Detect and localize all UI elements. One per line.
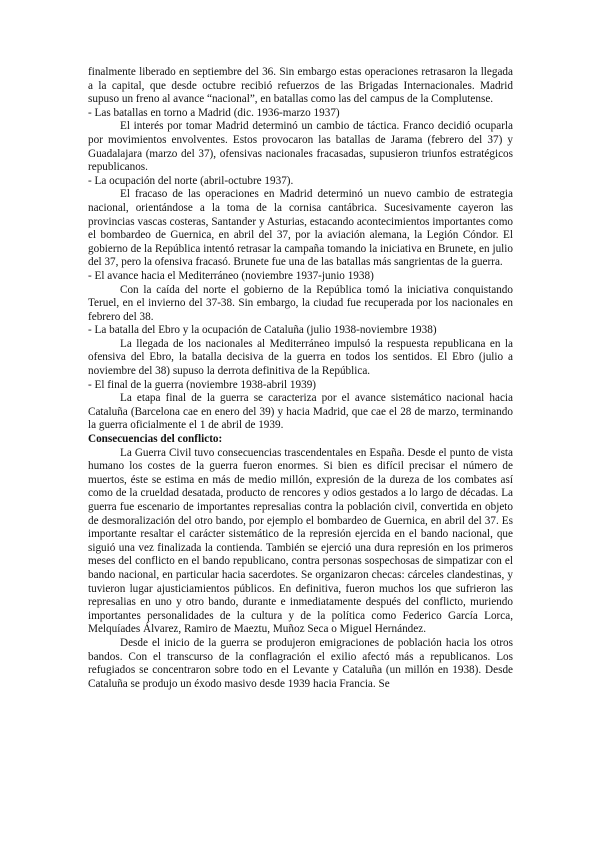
section-item-battles-madrid: - Las batallas en torno a Madrid (dic. 1936-marzo 1937) (88, 106, 340, 119)
paragraph-madrid-liberation: finalmente liberado en septiembre del 36. Sin embargo estas operaciones retrasaron la llegada a la capital, que desde octubre recibió refuerzos de las Brigadas Internacionales. Madrid supuso un freno al avance “nacional”, en batallas como las del campus de la Complutense. (88, 66, 513, 106)
section-item-war-end: - El final de la guerra (noviembre 1938-abril 1939) (88, 378, 317, 391)
heading-consequences: Consecuencias del conflicto: (88, 433, 223, 446)
paragraph-war-end: La etapa final de la guerra se caracteriza por el avance sistemático nacional hacia Cataluña (Barcelona cae en enero del 39) y hacia Madrid, que cae el 28 de marzo, terminando la guerra oficialmente el 1 de abril de 1939. (88, 392, 513, 432)
section-item-ebro-catalonia: - La batalla del Ebro y la ocupación de Cataluña (julio 1938-noviembre 1938) (88, 324, 437, 337)
paragraph-consequences-human: La Guerra Civil tuvo consecuencias trascendentales en España. Desde el punto de vista humano los costes de la guerra fueron enormes. Si bien es difícil precisar el número de muertos, éste se estima en más de medio millón, expresión de la dureza de los combates así como de la crueldad desatada, producto de rencores y odios gestados a lo largo de décadas. La guerra fue escenario de importantes represalias contra la población civil, convertida en objeto de desmoralización del otro bando, por ejemplo el bombardeo de Guernica, en abril del 37. Es importante resaltar el carácter sistemático de la represión ejercida en el bando nacional, que siguió una vez finalizada la contienda. También se ejerció una dura represión en los primeros meses del conflicto en el bando republicano, contra personas sospechosas de simpatizar con el bando nacional, en particular hacia sacerdotes. Se organizaron checas: cárceles clandestinas, y tuvieron lugar ajusticiamientos públicos. En definitiva, fueron muchos los que sufrieron las represalias en uno y otro bando, durante e inmediatamente después del conflicto, muriendo importantes personalidades de la cultura y de la política como Federico García Lorca, Melquíades Álvarez, Ramiro de Maeztu, Muñoz Seca o Miguel Hernández. (88, 446, 513, 636)
paragraph-madrid-tactics: El interés por tomar Madrid determinó un cambio de táctica. Franco decidió ocuparla por movimientos envolventes. Estos provocaron las batallas de Jarama (febrero del 37) y Guadalajara (marzo del 37), ofensivas nacionales fracasadas, supusieron triunfos estratégicos republicanos. (88, 120, 513, 174)
paragraph-ebro: La llegada de los nacionales al Mediterráneo impulsó la respuesta republicana en la ofensiva del Ebro, la batalla decisiva de la guerra en todos los sentidos. El Ebro (julio a noviembre del 38) supuso la derrota definitiva de la República. (88, 337, 513, 378)
section-item-north-occupation: - La ocupación del norte (abril-octubre 1937). (88, 174, 294, 187)
paragraph-teruel: Con la caída del norte el gobierno de la República tomó la iniciativa conquistando Teruel, en el invierno del 37-38. Sin embargo, la ciudad fue recuperada por los nacionales en febrero del 38. (88, 283, 513, 323)
paragraph-north-campaign: El fracaso de las operaciones en Madrid determinó un nuevo cambio de estrategia nacional, orientándose a la toma de la cornisa cantábrica. Sucesivamente cayeron las provincias vascas costeras, Santander y Asturias, estacando acontecimientos importantes como el bombardeo de Guernica, en abril del 37, por la aviación alemana, la Legión Cóndor. El gobierno de la República intentó retrasar la campaña tomando la iniciativa en Brunete, en julio del 37, pero la ofensiva fracasó. Brunete fue una de las batallas más sangrientas de la guerra. (88, 188, 513, 269)
document-page (88, 66, 513, 691)
paragraph-emigration: Desde el inicio de la guerra se produjeron emigraciones de población hacia los otros bandos. Con el transcurso de la conflagración el exilio afectó más a republicanos. Los refugiados se concentraron sobre todo en el Levante y Cataluña (un millón en 1938). Desde Cataluña se produjo un éxodo masivo desde 1939 hacia Francia. Se (88, 636, 513, 690)
section-item-mediterranean-advance: - El avance hacia el Mediterráneo (noviembre 1937-junio 1938) (88, 269, 374, 282)
